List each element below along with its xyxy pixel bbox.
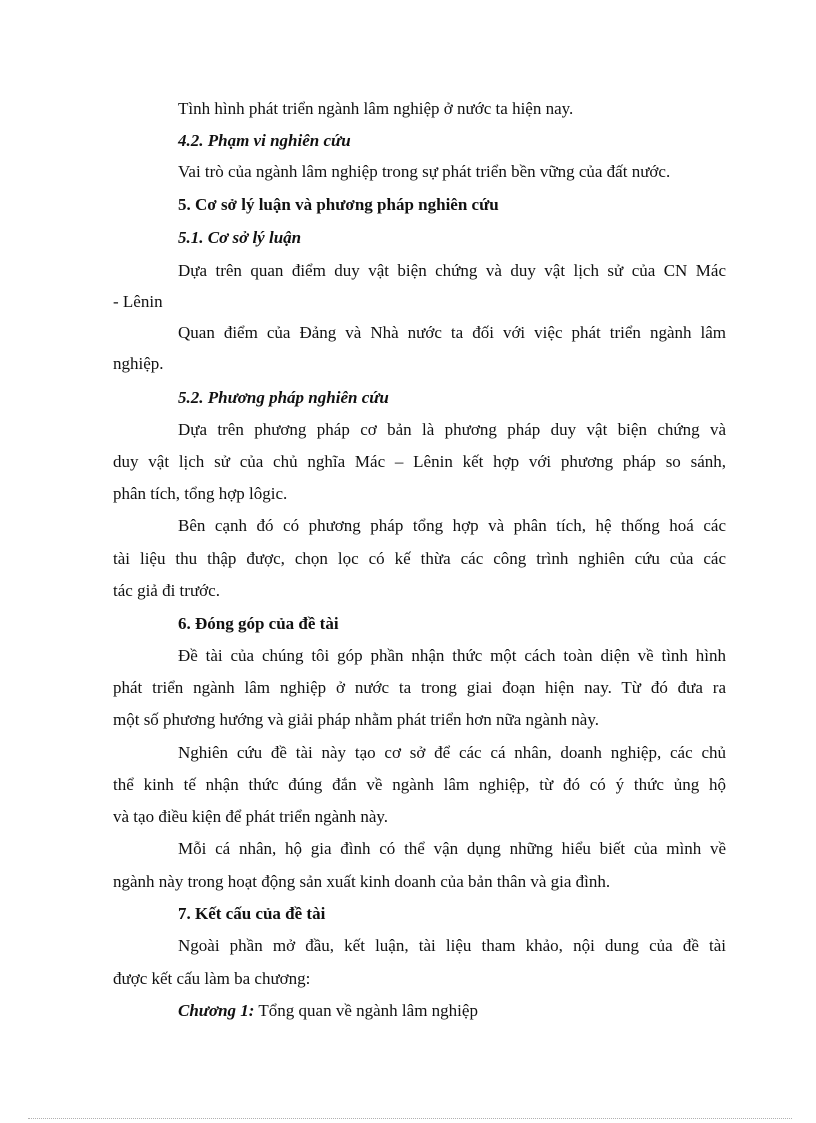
section-heading-4-2: 4.2. Phạm vi nghiên cứu bbox=[178, 131, 351, 150]
body-text: Vai trò của ngành lâm nghiệp trong sự phát triển bền vững của đất nước. bbox=[178, 162, 671, 181]
section-heading-5-1: 5.1. Cơ sở lý luận bbox=[178, 228, 302, 247]
paragraph-line: Quan điểm của Đảng và Nhà nước ta đối với việc phát triển ngành lâm bbox=[178, 323, 726, 342]
chapter-1-title: Tổng quan về ngành lâm nghiệp bbox=[254, 1001, 478, 1020]
chapter-1-label: Chương 1: bbox=[178, 1001, 255, 1020]
paragraph-line: thể kinh tế nhận thức đúng đắn về ngành lâm nghiệp, từ đó có ý thức ủng hộ bbox=[113, 775, 726, 794]
body-text: Tình hình phát triển ngành lâm nghiệp ở nước ta hiện nay. bbox=[178, 99, 574, 118]
paragraph-line: - Lênin bbox=[113, 292, 163, 311]
page-bottom-divider bbox=[28, 1118, 792, 1119]
paragraph-line: phân tích, tổng hợp lôgic. bbox=[113, 484, 288, 503]
paragraph-line: được kết cấu làm ba chương: bbox=[113, 969, 311, 988]
paragraph-line: Đề tài của chúng tôi góp phần nhận thức một cách toàn diện về tình hình bbox=[178, 646, 726, 665]
paragraph-line: duy vật lịch sử của chủ nghĩa Mác – Lênin kết hợp với phương pháp so sánh, bbox=[113, 452, 726, 471]
paragraph-line: phát triển ngành lâm nghiệp ở nước ta trong giai đoạn hiện nay. Từ đó đưa ra bbox=[113, 678, 726, 697]
paragraph-line: ngành này trong hoạt động sản xuất kinh doanh của bản thân và gia đình. bbox=[113, 872, 611, 891]
paragraph-line: Dựa trên phương pháp cơ bản là phương pháp duy vật biện chứng và bbox=[178, 420, 726, 439]
section-heading-5: 5. Cơ sở lý luận và phương pháp nghiên cứu bbox=[178, 195, 499, 214]
paragraph-line: tài liệu thu thập được, chọn lọc có kế thừa các công trình nghiên cứu của các bbox=[113, 549, 726, 568]
paragraph-line: tác giả đi trước. bbox=[113, 581, 220, 600]
paragraph-line: nghiệp. bbox=[113, 354, 164, 373]
chapter-1-line bbox=[178, 999, 478, 1023]
paragraph-line: một số phương hướng và giải pháp nhằm phát triển hơn nữa ngành này. bbox=[113, 710, 599, 729]
section-heading-6: 6. Đóng góp của đề tài bbox=[178, 614, 339, 633]
paragraph-line: Mỗi cá nhân, hộ gia đình có thể vận dụng những hiểu biết của mình về bbox=[178, 839, 726, 858]
paragraph-line: Nghiên cứu đề tài này tạo cơ sở để các cá nhân, doanh nghiệp, các chủ bbox=[178, 743, 726, 762]
paragraph-line: Ngoài phần mở đầu, kết luận, tài liệu tham khảo, nội dung của đề tài bbox=[178, 936, 726, 955]
paragraph-line: Bên cạnh đó có phương pháp tổng hợp và phân tích, hệ thống hoá các bbox=[178, 516, 726, 535]
paragraph-line: và tạo điều kiện để phát triển ngành này. bbox=[113, 807, 389, 826]
paragraph-line: Dựa trên quan điểm duy vật biện chứng và duy vật lịch sử của CN Mác bbox=[178, 261, 726, 280]
section-heading-5-2: 5.2. Phương pháp nghiên cứu bbox=[178, 388, 389, 407]
section-heading-7: 7. Kết cấu của đề tài bbox=[178, 904, 326, 923]
